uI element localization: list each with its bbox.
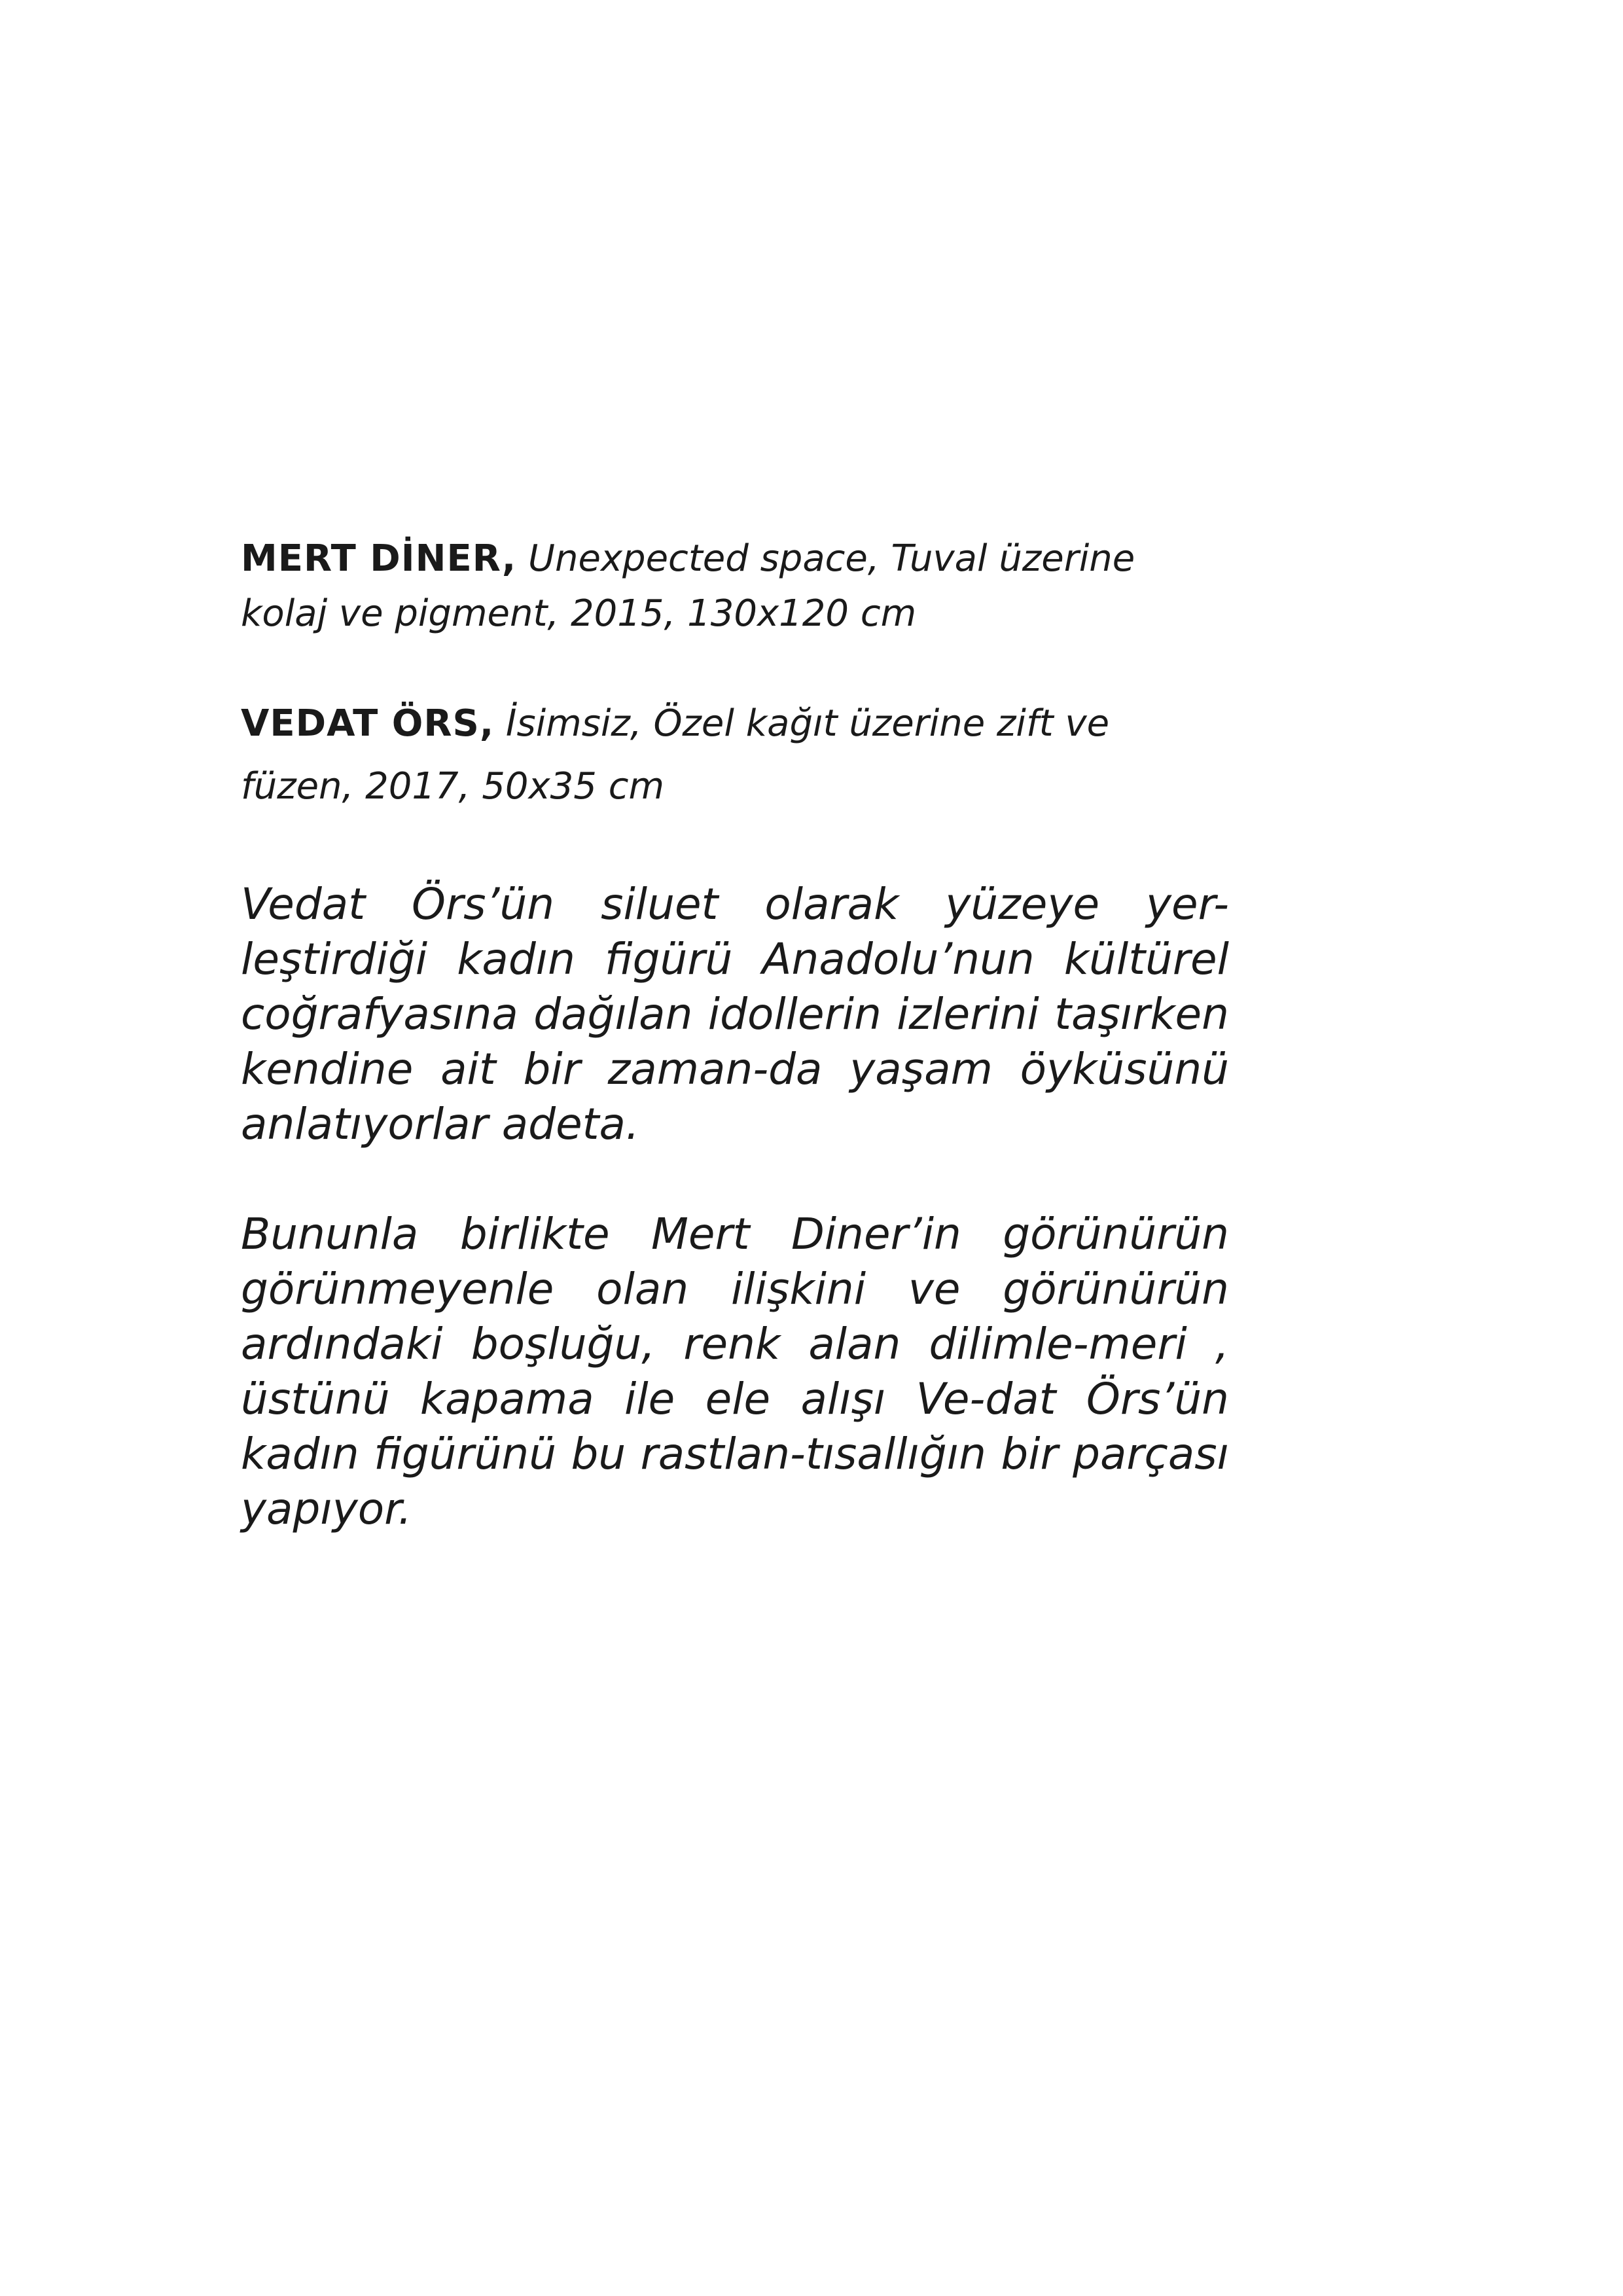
- artist-name: VEDAT ÖRS,: [241, 702, 495, 745]
- artwork-caption-vedat-ors: [241, 692, 1229, 818]
- artist-name: MERT DİNER,: [241, 537, 517, 580]
- document-body: [241, 531, 1229, 1537]
- artwork-caption-mert-diner: [241, 531, 1229, 641]
- body-paragraph: Vedat Örs’ün siluet olarak yüzeye yer-leştirdiği kadın figürü Anadolu’nun kültürel coğrafyasına dağılan idollerin izlerini taşırken kendine ait bir zaman-da yaşam öyküsünü anlatıyorlar adeta.: [241, 879, 1229, 1149]
- artwork-description: İsimsiz, Özel kağıt üzerine zift ve füzen, 2017, 50x35 cm: [241, 702, 1110, 808]
- artwork-description: Unexpected space, Tuval üzerine kolaj ve pigment, 2015, 130x120 cm: [241, 537, 1135, 635]
- body-paragraph: Bununla birlikte Mert Diner’in görünürün görünmeyenle olan ilişkini ve görünürün ardındaki boşluğu, renk alan dilimle-meri , üstünü kapama ile ele alışı Ve-dat Örs’ün kadın figürünü bu rastlan-tısallığın bir parçası yapıyor.: [241, 1209, 1229, 1534]
